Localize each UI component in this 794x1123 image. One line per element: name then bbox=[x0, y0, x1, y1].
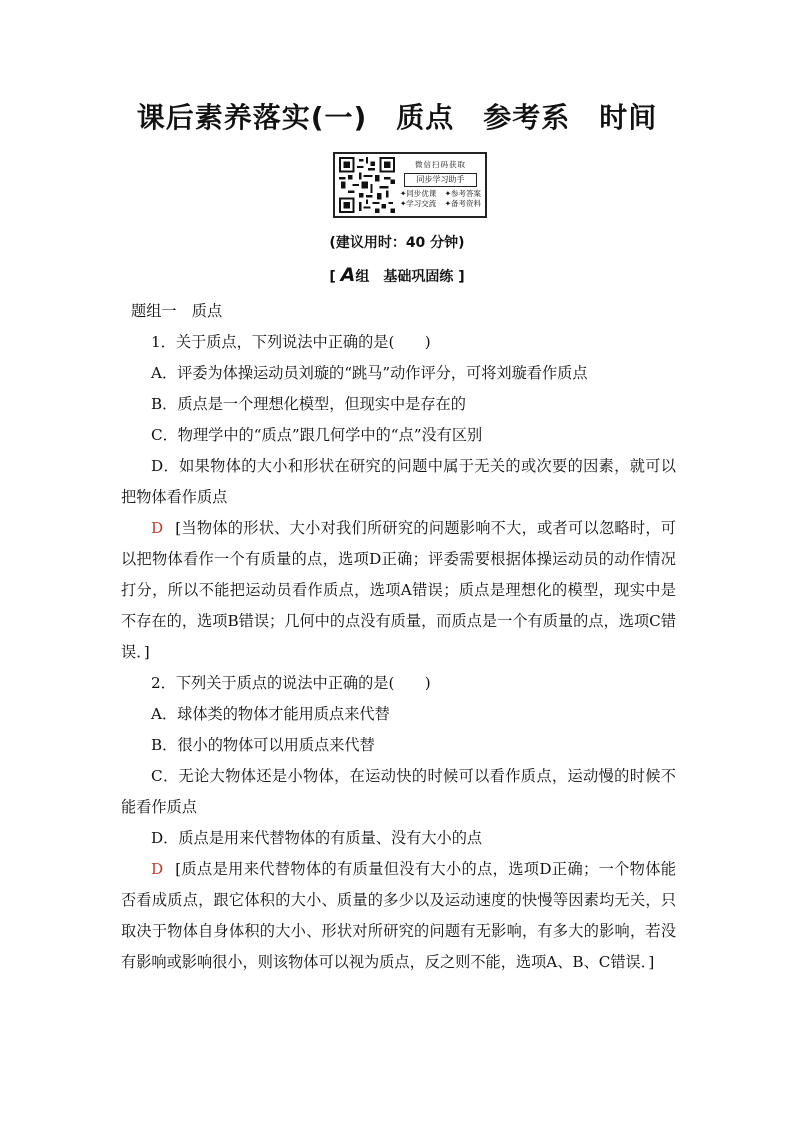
option: B．很小的物体可以用质点来代替 bbox=[151, 736, 375, 754]
answer-explanation bbox=[121, 854, 676, 978]
option: D．质点是用来代替物体的有质量、没有大小的点 bbox=[151, 829, 483, 847]
explanation-text: [质点是用来代替物体的有质量但没有大小的点，选项D正确；一个物体能否看成质点，跟它体积的大小、质量的多少以及运动速度的快慢等因素均无关，只取决于物体自身体积的大小、形状对所研究的问题有无影响，有多大的影响，若没有影响或影响很小，则该物体可以视为质点，反之则不能，选项A、B、C错误．] bbox=[121, 860, 676, 971]
answer-letter: D bbox=[151, 860, 164, 878]
option: A．评委为体操运动员刘璇的“跳马”动作评分，可将刘璇看作质点 bbox=[151, 364, 588, 382]
qr-feature: ✦同步优课 bbox=[400, 189, 437, 199]
explanation-text: [当物体的形状、大小对我们所研究的问题影响不大，或者可以忽略时，可以把物体看作一个有质量的点，选项D正确；评委需要根据体操运动员的动作情况打分，所以不能把运动员看作质点，选项A错误；质点是理想化的模型，现实中是不存在的，选项B错误；几何中的点没有质量，而质点是一个有质量的点，选项C错误．] bbox=[121, 519, 676, 661]
group-letter: A bbox=[340, 264, 356, 286]
question-stem: 2．下列关于质点的说法中正确的是( ) bbox=[151, 674, 431, 692]
qr-scan-label: 微信扫码获取 bbox=[415, 160, 466, 170]
group-heading bbox=[0, 264, 794, 286]
qr-promo-box bbox=[333, 152, 487, 218]
left-bracket: [ bbox=[329, 269, 341, 285]
qr-helper-label: 同步学习助手 bbox=[404, 173, 477, 188]
option: A．球体类的物体才能用质点来代替 bbox=[151, 705, 390, 723]
qr-feature: ✦参考答案 bbox=[444, 189, 481, 199]
qr-feature: ✦学习交流 bbox=[400, 199, 437, 209]
page-title: 课后素养落实(一) 质点 参考系 时间 bbox=[136, 101, 658, 134]
option: D．如果物体的大小和形状在研究的问题中属于无关的或次要的因素，就可以把物体看作质点 bbox=[121, 457, 676, 506]
group-title: 组 基础巩固练 bbox=[355, 269, 454, 285]
option: C．无论大物体还是小物体，在运动快的时候可以看作质点，运动慢的时候不能看作质点 bbox=[121, 767, 676, 816]
option: C．物理学中的“质点”跟几何学中的“点”没有区别 bbox=[151, 426, 483, 444]
qr-code-icon bbox=[339, 157, 395, 213]
right-bracket: ] bbox=[453, 269, 465, 285]
answer-letter: D bbox=[151, 519, 164, 537]
exercise-content bbox=[121, 296, 676, 978]
suggested-time: (建议用时：40 分钟) bbox=[329, 235, 465, 251]
question-stem: 1．关于质点，下列说法中正确的是( ) bbox=[151, 333, 431, 351]
option: B．质点是一个理想化模型，但现实中是存在的 bbox=[151, 395, 466, 413]
section-title: 题组一 质点 bbox=[131, 302, 223, 320]
answer-explanation bbox=[121, 513, 676, 668]
qr-feature: ✦备考资料 bbox=[444, 199, 481, 209]
qr-promo-text bbox=[400, 160, 481, 209]
